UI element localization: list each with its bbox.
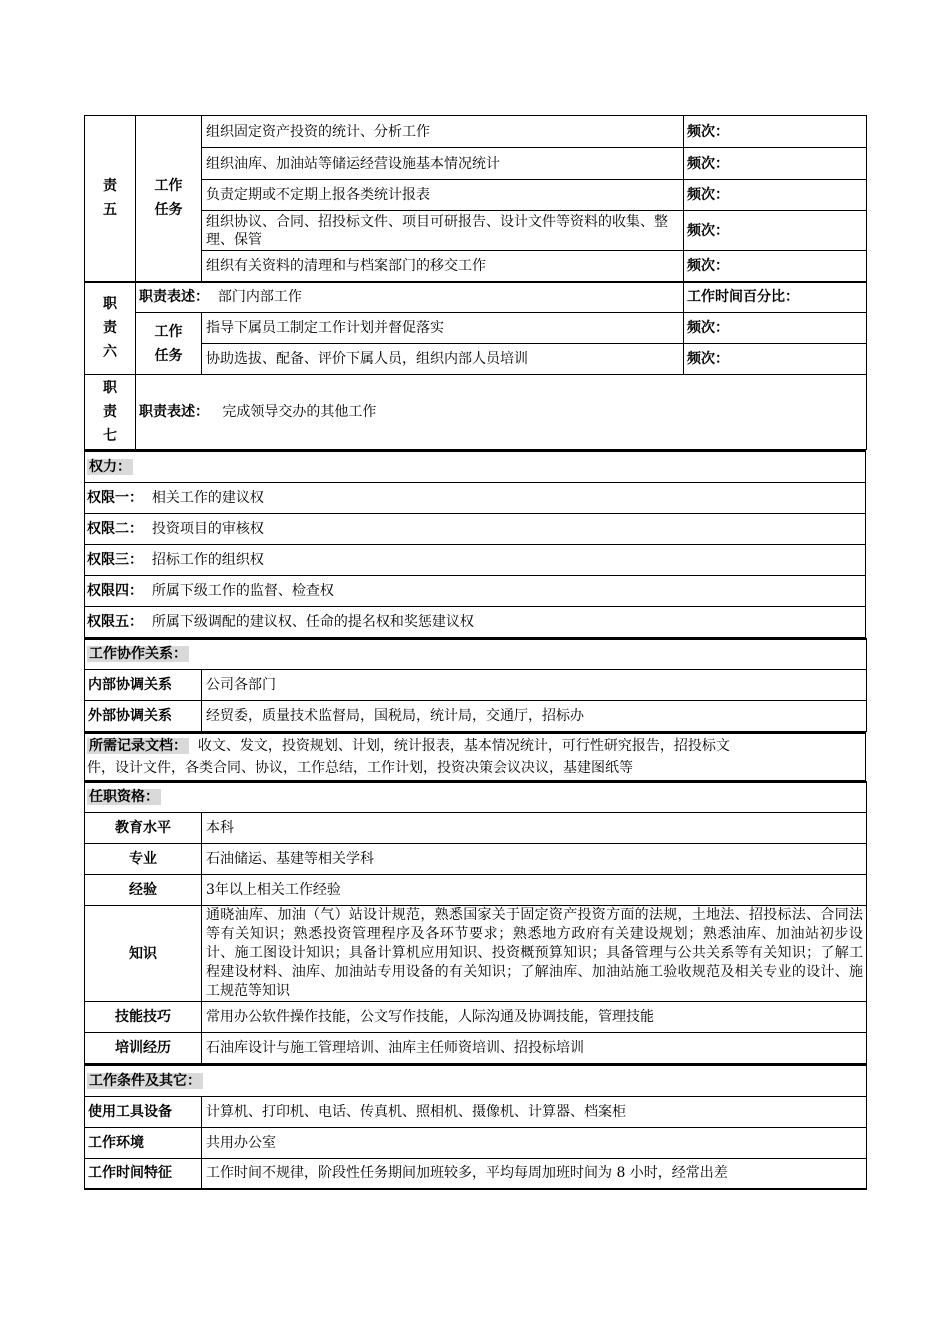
duty5-freq-1: 频次： <box>684 116 867 148</box>
duty5-task-1: 组织固定资产投资的统计、分析工作 <box>202 116 684 148</box>
duty6-task-2: 协助选拔、配备、评价下属人员，组织内部人员培训 <box>202 344 684 375</box>
duty7-label: 职责七 <box>85 375 136 450</box>
records-line1: 收文、发文，投资规划、计划，统计报表，基本情况统计，可行性研究报告，招投标文 <box>197 737 730 754</box>
skills-label: 技能技巧 <box>85 1002 202 1033</box>
duty5-freq-4: 频次： <box>684 211 867 251</box>
power-item-4: 权限四： 所属下级工作的监督、检查权 <box>85 575 866 606</box>
duty5-freq-2: 频次： <box>684 148 867 180</box>
work-time-value: 工作时间不规律，阶段性任务期间加班较多，平均每周加班时间为 8 小时，经常出差 <box>202 1158 867 1189</box>
power-title: 权力： <box>85 451 866 482</box>
duty5-label: 责五 <box>85 116 136 282</box>
duties-table <box>84 115 867 450</box>
duty6-description <box>136 282 684 313</box>
skills-value: 常用办公软件操作技能，公文写作技能，人际沟通及协调技能，管理技能 <box>202 1002 867 1033</box>
duty6-freq-2: 频次： <box>684 344 867 375</box>
external-coordination-label: 外部协调关系 <box>85 701 202 732</box>
duty5-task-3: 负责定期或不定期上报各类统计报表 <box>202 180 684 211</box>
duty5-task-5: 组织有关资料的清理和与档案部门的移交工作 <box>202 251 684 282</box>
power-item-1: 权限一： 相关工作的建议权 <box>85 482 866 513</box>
major-label: 专业 <box>85 844 202 875</box>
major-value: 石油储运、基建等相关学科 <box>202 844 867 875</box>
duty6-label: 职责六 <box>85 282 136 375</box>
records-cell <box>85 733 866 780</box>
power-item-2: 权限二： 投资项目的审核权 <box>85 513 866 544</box>
duty5-task-label: 工作任务 <box>136 116 202 282</box>
power-item-5: 权限五： 所属下级调配的建议权、任命的提名权和奖惩建议权 <box>85 606 866 637</box>
duty5-freq-3: 频次： <box>684 180 867 211</box>
duty6-freq-1: 频次： <box>684 313 867 344</box>
duty7-desc-label: 职责表述： <box>139 404 209 420</box>
tools-value: 计算机、打印机、电话、传真机、照相机、摄像机、计算器、档案柜 <box>202 1096 867 1127</box>
environment-label: 工作环境 <box>85 1127 202 1158</box>
experience-label: 经验 <box>85 875 202 906</box>
cooperation-title: 工作协作关系： <box>85 639 867 670</box>
tools-label: 使用工具设备 <box>85 1096 202 1127</box>
knowledge-value: 通晓油库、加油（气）站设计规范，熟悉国家关于固定资产投资方面的法规，土地法、招投标法、合同法等有关知识；熟悉投资管理程序及各环节要求；熟悉地方政府有关建设规划；熟悉油库、加油站初步设计、施工图设计知识；具备计算机应用知识、投资概预算知识；具备管理与公共关系等有关知识；了解工程建设材料、油库、加油站专用设备的有关知识；了解油库、加油站施工验收规范及相关专业的设计、施工规范等知识 <box>202 906 867 1002</box>
records-label: 所需记录文档： <box>89 737 187 754</box>
duty7-description <box>136 375 867 450</box>
job-description-document <box>84 115 866 1190</box>
duty6-pct-label: 工作时间百分比： <box>684 282 867 313</box>
duty6-desc-label: 职责表述： <box>139 289 209 306</box>
external-coordination-value: 经贸委，质量技术监督局，国税局，统计局，交通厅，招标办 <box>202 701 867 732</box>
qualification-table <box>84 781 867 1065</box>
duty5-task-4: 组织协议、合同、招投标文件、项目可研报告、设计文件等资料的收集、整理、保管 <box>202 211 684 251</box>
records-table <box>84 732 866 781</box>
experience-value: 3年以上相关工作经验 <box>202 875 867 906</box>
duty7-desc-text: 完成领导交办的其他工作 <box>222 404 377 420</box>
duty5-task-2: 组织油库、加油站等储运经营设施基本情况统计 <box>202 148 684 180</box>
power-table <box>84 450 866 638</box>
duty6-desc-text: 部门内部工作 <box>217 289 302 306</box>
internal-coordination-value: 公司各部门 <box>202 670 867 701</box>
duty6-task-label: 工作任务 <box>136 313 202 375</box>
knowledge-label: 知识 <box>85 906 202 1002</box>
training-value: 石油库设计与施工管理培训、油库主任师资培训、招投标培训 <box>202 1033 867 1064</box>
internal-coordination-label: 内部协调关系 <box>85 670 202 701</box>
cooperation-table <box>84 638 867 733</box>
education-label: 教育水平 <box>85 813 202 844</box>
duty6-task-1: 指导下属员工制定工作计划并督促落实 <box>202 313 684 344</box>
records-line2: 件，设计文件，各类合同、协议，工作总结，工作计划，投资决策会议决议，基建图纸等 <box>87 759 633 776</box>
work-time-label: 工作时间特征 <box>85 1158 202 1189</box>
environment-value: 共用办公室 <box>202 1127 867 1158</box>
duty5-freq-5: 频次： <box>684 251 867 282</box>
training-label: 培训经历 <box>85 1033 202 1064</box>
power-item-3: 权限三： 招标工作的组织权 <box>85 544 866 575</box>
education-value: 本科 <box>202 813 867 844</box>
conditions-title: 工作条件及其它： <box>85 1065 867 1096</box>
conditions-table <box>84 1064 867 1190</box>
qualification-title: 任职资格： <box>85 782 867 813</box>
